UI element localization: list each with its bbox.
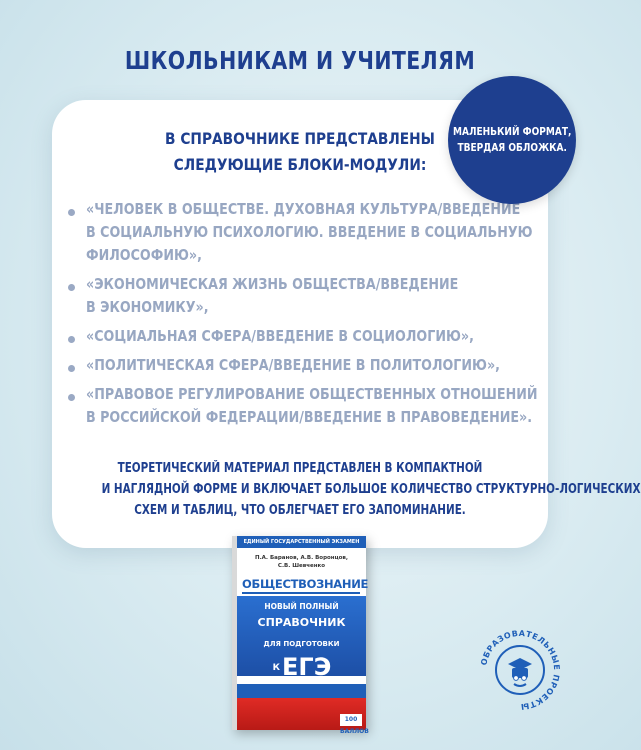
module-line: «ПРАВОВОЕ РЕГУЛИРОВАНИЕ ОБЩЕСТВЕННЫХ ОТНОШЕНИЙ bbox=[86, 385, 538, 403]
list-item bbox=[64, 325, 534, 348]
summary-line: И НАГЛЯДНОЙ ФОРМЕ И ВКЛЮЧАЕТ БОЛЬШОЕ КОЛИЧЕСТВО СТРУКТУРНО-ЛОГИЧЕСКИХ bbox=[101, 482, 641, 497]
module-line: В ЭКОНОМИКУ», bbox=[86, 298, 209, 316]
book-series-label: ЕДИНЫЙ ГОСУДАРСТВЕННЫЙ ЭКЗАМЕН bbox=[237, 536, 366, 548]
module-line: «ЭКОНОМИЧЕСКАЯ ЖИЗНЬ ОБЩЕСТВА/ВВЕДЕНИЕ bbox=[86, 275, 459, 293]
summary-line: СХЕМ И ТАБЛИЦ, ЧТО ОБЛЕГЧАЕТ ЕГО ЗАПОМИНАНИЕ. bbox=[134, 503, 466, 518]
badge-line: ТВЕРДАЯ ОБЛОЖКА. bbox=[457, 141, 567, 154]
flag-stripe-blue bbox=[237, 684, 366, 698]
book-line: СПРАВОЧНИК bbox=[257, 616, 346, 629]
summary-text bbox=[101, 458, 641, 521]
logo-text: ОБРАЗОВАТЕЛЬНЫЕ ПРОЕКТЫ bbox=[479, 628, 562, 712]
summary-line: ТЕОРЕТИЧЕСКИЙ МАТЕРИАЛ ПРЕДСТАВЛЕН В КОМПАКТНОЙ bbox=[117, 461, 483, 476]
bullet-icon bbox=[68, 284, 75, 291]
book-line: ДЛЯ ПОДГОТОВКИ bbox=[263, 640, 340, 648]
bullet-icon bbox=[68, 209, 75, 216]
list-item bbox=[64, 198, 534, 267]
modules-list bbox=[64, 198, 538, 435]
list-item bbox=[64, 273, 534, 319]
book-corner-badge: 100 БАЛЛОВ bbox=[340, 716, 369, 735]
bullet-icon bbox=[68, 336, 75, 343]
list-item bbox=[64, 354, 534, 377]
book-subject: ОБЩЕСТВОЗНАНИЕ bbox=[242, 576, 360, 594]
module-line: «ПОЛИТИЧЕСКАЯ СФЕРА/ВВЕДЕНИЕ В ПОЛИТОЛОГИЮ», bbox=[86, 356, 501, 374]
book-line: НОВЫЙ ПОЛНЫЙ bbox=[264, 602, 339, 611]
module-line: «ЧЕЛОВЕК В ОБЩЕСТВЕ. ДУХОВНАЯ КУЛЬТУРА/ВВЕДЕНИЕ bbox=[86, 200, 521, 218]
intro-line: В СПРАВОЧНИКЕ ПРЕДСТАВЛЕНЫ bbox=[165, 129, 435, 148]
module-line: «СОЦИАЛЬНАЯ СФЕРА/ВВЕДЕНИЕ В СОЦИОЛОГИЮ», bbox=[86, 327, 474, 345]
module-line: В РОССИЙСКОЙ ФЕДЕРАЦИИ/ВВЕДЕНИЕ В ПРАВОВЕДЕНИЕ». bbox=[86, 408, 533, 426]
bullet-icon bbox=[68, 394, 75, 401]
book-authors: П.А. Баранов, А.В. Воронцов, С.В. Шевченко bbox=[254, 555, 349, 569]
intro-line: СЛЕДУЮЩИЕ БЛОКИ-МОДУЛИ: bbox=[173, 155, 427, 174]
book-exam-title: КЕГЭ bbox=[254, 654, 350, 682]
publisher-logo-icon bbox=[474, 624, 566, 716]
page-title: ШКОЛЬНИКАМ И УЧИТЕЛЯМ bbox=[124, 46, 476, 75]
format-badge bbox=[448, 76, 576, 204]
bullet-icon bbox=[68, 365, 75, 372]
module-line: В СОЦИАЛЬНУЮ ПСИХОЛОГИЮ. ВВЕДЕНИЕ В СОЦИАЛЬНУЮ bbox=[86, 223, 533, 241]
list-item bbox=[64, 383, 538, 429]
book-cover bbox=[232, 536, 369, 735]
badge-line: МАЛЕНЬКИЙ ФОРМАТ, bbox=[452, 125, 572, 138]
module-line: ФИЛОСОФИЮ», bbox=[86, 246, 202, 264]
